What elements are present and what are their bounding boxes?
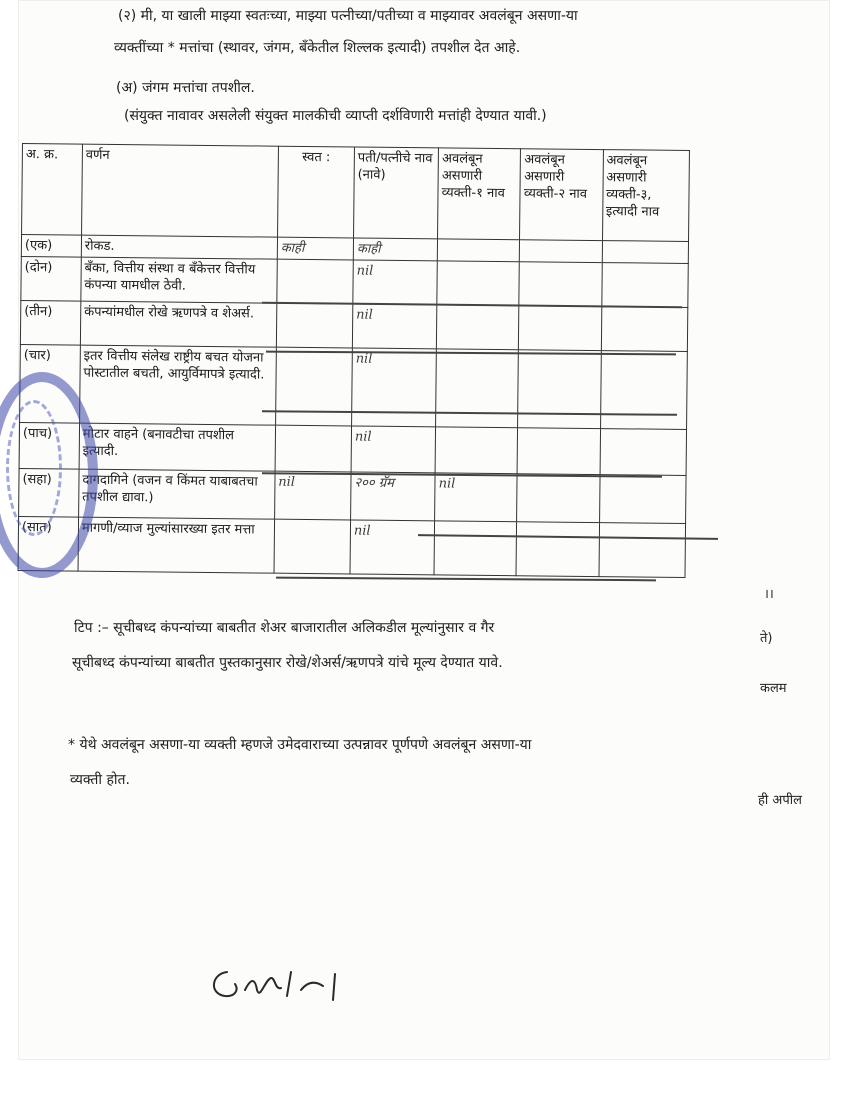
header-dependent-1: अवलंबून असणारी व्यक्ती-१ नाव (438, 148, 521, 240)
table-row (20, 300, 687, 351)
row-serial: (चार) (20, 344, 81, 423)
cell-entry: nil (352, 348, 437, 427)
row-description: रोकड. (81, 235, 277, 259)
cell-self: काही (277, 237, 353, 260)
row-serial: (सात) (18, 516, 78, 571)
row-description: मोटार वाहने (बनावटीचा तपशील इत्यादी. (79, 423, 275, 471)
header-dependent-3: अवलंबून असणारी व्यक्ती-३, इत्यादी नाव (602, 150, 689, 242)
intro-line-4: (संयुक्त नावावर असलेली संयुक्त मालकीची व्याप्ती दर्शविणारी मत्तांही देण्यात यावी.) (124, 108, 547, 124)
cell-entry: nil (351, 426, 436, 473)
table-row (19, 468, 686, 523)
cell-spouse: २०० ग्रॅम (351, 472, 436, 521)
intro-line-2: व्यक्तींच्या * मत्तांचा (स्थावर, जंगम, बँकेतील शिल्लक इत्यादी) तपशील देत आहे. (114, 40, 521, 56)
note-line-1: टिप :– सूचीबध्द कंपन्यांच्या बाबतीत शेअर बाजारातील अलिकडील मूल्यांनुसार व गैर (74, 620, 495, 636)
movable-assets-table (18, 143, 690, 578)
margin-fragment-1: ।। (764, 587, 774, 602)
table-row (21, 256, 688, 307)
office-seal-inner-ring (6, 400, 62, 536)
note-line-4: व्यक्ती होत. (70, 772, 130, 788)
cell-entry: nil (435, 473, 518, 522)
cell-entry: nil (353, 260, 438, 305)
cell-entry: nil (352, 304, 437, 349)
note-line-3: * येथे अवलंबून असणा-या व्यक्ती म्हणजे उमेदवाराच्या उत्पन्नावर पूर्णपणे अवलंबून असणा-या (68, 737, 532, 753)
cell-spouse: काही (353, 238, 437, 261)
header-dependent-2: अवलंबून असणारी व्यक्ती-२ नाव (520, 149, 603, 241)
header-spouse: पती/पत्नीचे नाव (नावे) (353, 147, 438, 239)
margin-fragment-4: ही अपील (758, 793, 802, 808)
row-serial: (दोन) (21, 256, 81, 301)
row-description: मागणी/व्याज मुल्यांसारख्या इतर मत्ता (78, 517, 274, 573)
row-description: बँका, वित्तीय संस्था व बँकेत्तर वित्तीय कंपन्या यामधील ठेवी. (81, 257, 277, 303)
row-description: कंपन्यांमधील रोखे ऋणपत्रे व शेअर्स. (80, 301, 276, 347)
header-serial: अ. क्र. (22, 144, 83, 236)
margin-fragment-3: कलम (760, 681, 787, 696)
row-serial: (एक) (21, 235, 81, 258)
table-row (20, 344, 688, 429)
row-serial: (तीन) (20, 300, 80, 345)
table-row (18, 516, 686, 577)
table-header-row (22, 144, 690, 242)
header-description: वर्णन (81, 144, 278, 237)
row-description: इतर वित्तीय संलेख राष्ट्रीय बचत योजना पोस्टातील बचती, आयुर्विमापत्रे इत्यादी. (79, 345, 276, 425)
table-row (19, 422, 686, 475)
intro-line-3: (अ) जंगम मत्तांचा तपशील. (116, 80, 255, 96)
header-self: स्वत : (277, 146, 354, 238)
row-serial: (पाच) (19, 422, 79, 469)
note-line-2: सूचीबध्द कंपन्यांच्या बाबतीत पुस्तकानुसार रोखे/शेअर्स/ऋणपत्रे यांचे मूल्य देण्यात यावे. (72, 655, 503, 671)
handwritten-signature (205, 960, 365, 1006)
row-description: दागदागिने (वजन व किंमत याबाबतचा तपशील द्यावा.) (78, 469, 274, 519)
margin-fragment-2: ते) (760, 631, 773, 646)
cell-self: nil (274, 471, 351, 520)
intro-line-1: (२) मी, या खाली माझ्या स्वतःच्या, माझ्या पत्नीच्या/पतीच्या व माझ्यावर अवलंबून असणा-या (118, 8, 578, 24)
cell-entry: nil (350, 520, 435, 575)
row-serial: (सहा) (19, 468, 79, 517)
